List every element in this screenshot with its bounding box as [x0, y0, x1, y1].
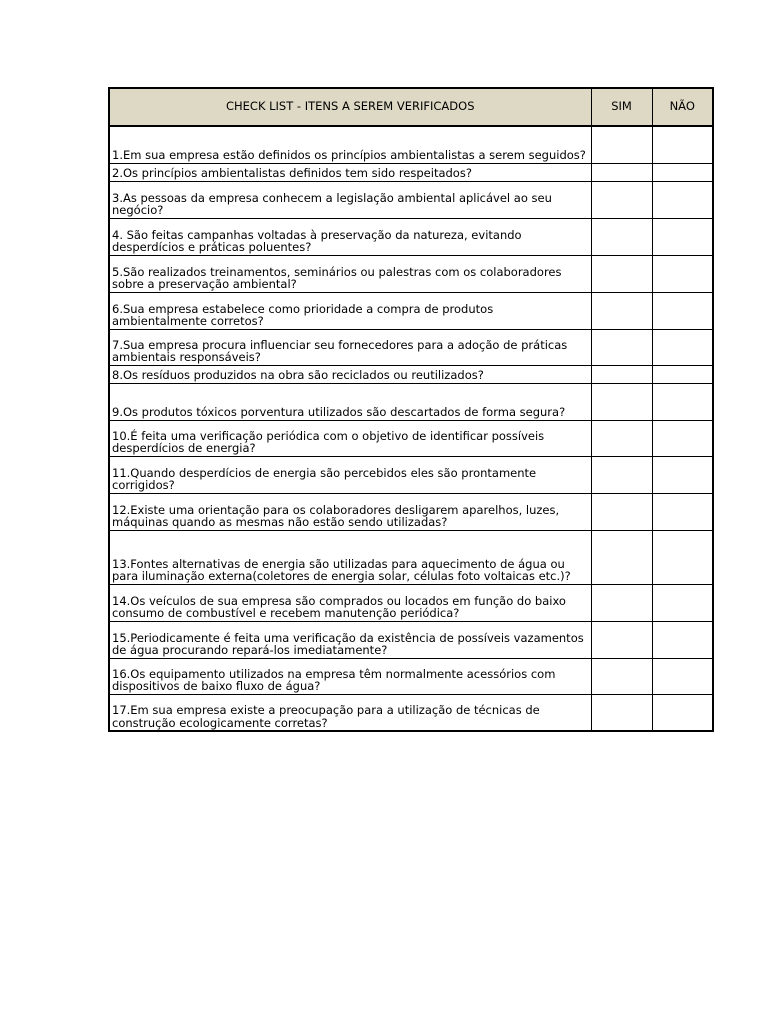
- no-cell[interactable]: [652, 621, 713, 658]
- yes-column-header: SIM: [591, 88, 652, 126]
- yes-cell[interactable]: [591, 694, 652, 731]
- table-row: [109, 329, 713, 365]
- yes-cell[interactable]: [591, 126, 652, 163]
- table-row: [109, 493, 713, 530]
- no-cell[interactable]: [652, 658, 713, 694]
- no-cell[interactable]: [652, 218, 713, 255]
- question-text: 10.É feita uma verificação periódica com o objetivo de identificar possíveis desperdícios de energia?: [109, 420, 591, 456]
- yes-cell[interactable]: [591, 383, 652, 420]
- table-row: [109, 530, 713, 584]
- no-cell[interactable]: [652, 584, 713, 621]
- question-text: 2.Os princípios ambientalistas definidos tem sido respeitados?: [109, 163, 591, 181]
- table-row: [109, 584, 713, 621]
- no-cell[interactable]: [652, 163, 713, 181]
- no-cell[interactable]: [652, 694, 713, 731]
- no-cell[interactable]: [652, 292, 713, 329]
- yes-cell[interactable]: [591, 292, 652, 329]
- table-row: [109, 621, 713, 658]
- yes-cell[interactable]: [591, 658, 652, 694]
- yes-cell[interactable]: [591, 181, 652, 218]
- no-cell[interactable]: [652, 255, 713, 292]
- checklist-title: CHECK LIST - ITENS A SEREM VERIFICADOS: [109, 88, 591, 126]
- table-row: [109, 126, 713, 163]
- header-row: [109, 88, 713, 126]
- no-cell[interactable]: [652, 530, 713, 584]
- yes-cell[interactable]: [591, 420, 652, 456]
- question-text: 15.Periodicamente é feita uma verificação da existência de possíveis vazamentos de água procurando repará-los imediatamente?: [109, 621, 591, 658]
- question-text: 14.Os veículos de sua empresa são comprados ou locados em função do baixo consumo de combustível e recebem manutenção periódica?: [109, 584, 591, 621]
- table-row: [109, 218, 713, 255]
- question-text: 3.As pessoas da empresa conhecem a legislação ambiental aplicável ao seu negócio?: [109, 181, 591, 218]
- no-cell[interactable]: [652, 420, 713, 456]
- table-row: [109, 383, 713, 420]
- no-cell[interactable]: [652, 126, 713, 163]
- no-column-header: NÃO: [652, 88, 713, 126]
- question-text: 12.Existe uma orientação para os colaboradores desligarem aparelhos, luzes, máquinas quando as mesmas não estão sendo utilizadas?: [109, 493, 591, 530]
- table-row: [109, 181, 713, 218]
- yes-cell[interactable]: [591, 163, 652, 181]
- yes-cell[interactable]: [591, 493, 652, 530]
- yes-cell[interactable]: [591, 584, 652, 621]
- question-text: 8.Os resíduos produzidos na obra são reciclados ou reutilizados?: [109, 365, 591, 383]
- question-text: 13.Fontes alternativas de energia são utilizadas para aquecimento de água ou para iluminação externa(coletores de energia solar, células foto voltaicas etc.)?: [109, 530, 591, 584]
- question-text: 7.Sua empresa procura influenciar seu fornecedores para a adoção de práticas ambientais responsáveis?: [109, 329, 591, 365]
- checklist-sheet: [108, 87, 712, 732]
- no-cell[interactable]: [652, 181, 713, 218]
- question-text: 5.São realizados treinamentos, seminários ou palestras com os colaboradores sobre a preservação ambiental?: [109, 255, 591, 292]
- question-text: 16.Os equipamento utilizados na empresa têm normalmente acessórios com dispositivos de baixo fluxo de água?: [109, 658, 591, 694]
- question-text: 9.Os produtos tóxicos porventura utilizados são descartados de forma segura?: [109, 383, 591, 420]
- yes-cell[interactable]: [591, 621, 652, 658]
- table-row: [109, 420, 713, 456]
- yes-cell[interactable]: [591, 255, 652, 292]
- table-row: [109, 365, 713, 383]
- table-row: [109, 163, 713, 181]
- no-cell[interactable]: [652, 456, 713, 493]
- checklist-table: [108, 87, 714, 732]
- yes-cell[interactable]: [591, 329, 652, 365]
- question-text: 4. São feitas campanhas voltadas à preservação da natureza, evitando desperdícios e práticas poluentes?: [109, 218, 591, 255]
- question-text: 6.Sua empresa estabelece como prioridade a compra de produtos ambientalmente corretos?: [109, 292, 591, 329]
- table-row: [109, 292, 713, 329]
- no-cell[interactable]: [652, 493, 713, 530]
- question-text: 11.Quando desperdícios de energia são percebidos eles são prontamente corrigidos?: [109, 456, 591, 493]
- no-cell[interactable]: [652, 365, 713, 383]
- table-row: [109, 255, 713, 292]
- no-cell[interactable]: [652, 329, 713, 365]
- question-text: 17.Em sua empresa existe a preocupação para a utilização de técnicas de construção ecologicamente corretas?: [109, 694, 591, 731]
- table-row: [109, 658, 713, 694]
- yes-cell[interactable]: [591, 218, 652, 255]
- question-text: 1.Em sua empresa estão definidos os princípios ambientalistas a serem seguidos?: [109, 126, 591, 163]
- no-cell[interactable]: [652, 383, 713, 420]
- yes-cell[interactable]: [591, 456, 652, 493]
- yes-cell[interactable]: [591, 530, 652, 584]
- yes-cell[interactable]: [591, 365, 652, 383]
- table-row: [109, 456, 713, 493]
- table-row: [109, 694, 713, 731]
